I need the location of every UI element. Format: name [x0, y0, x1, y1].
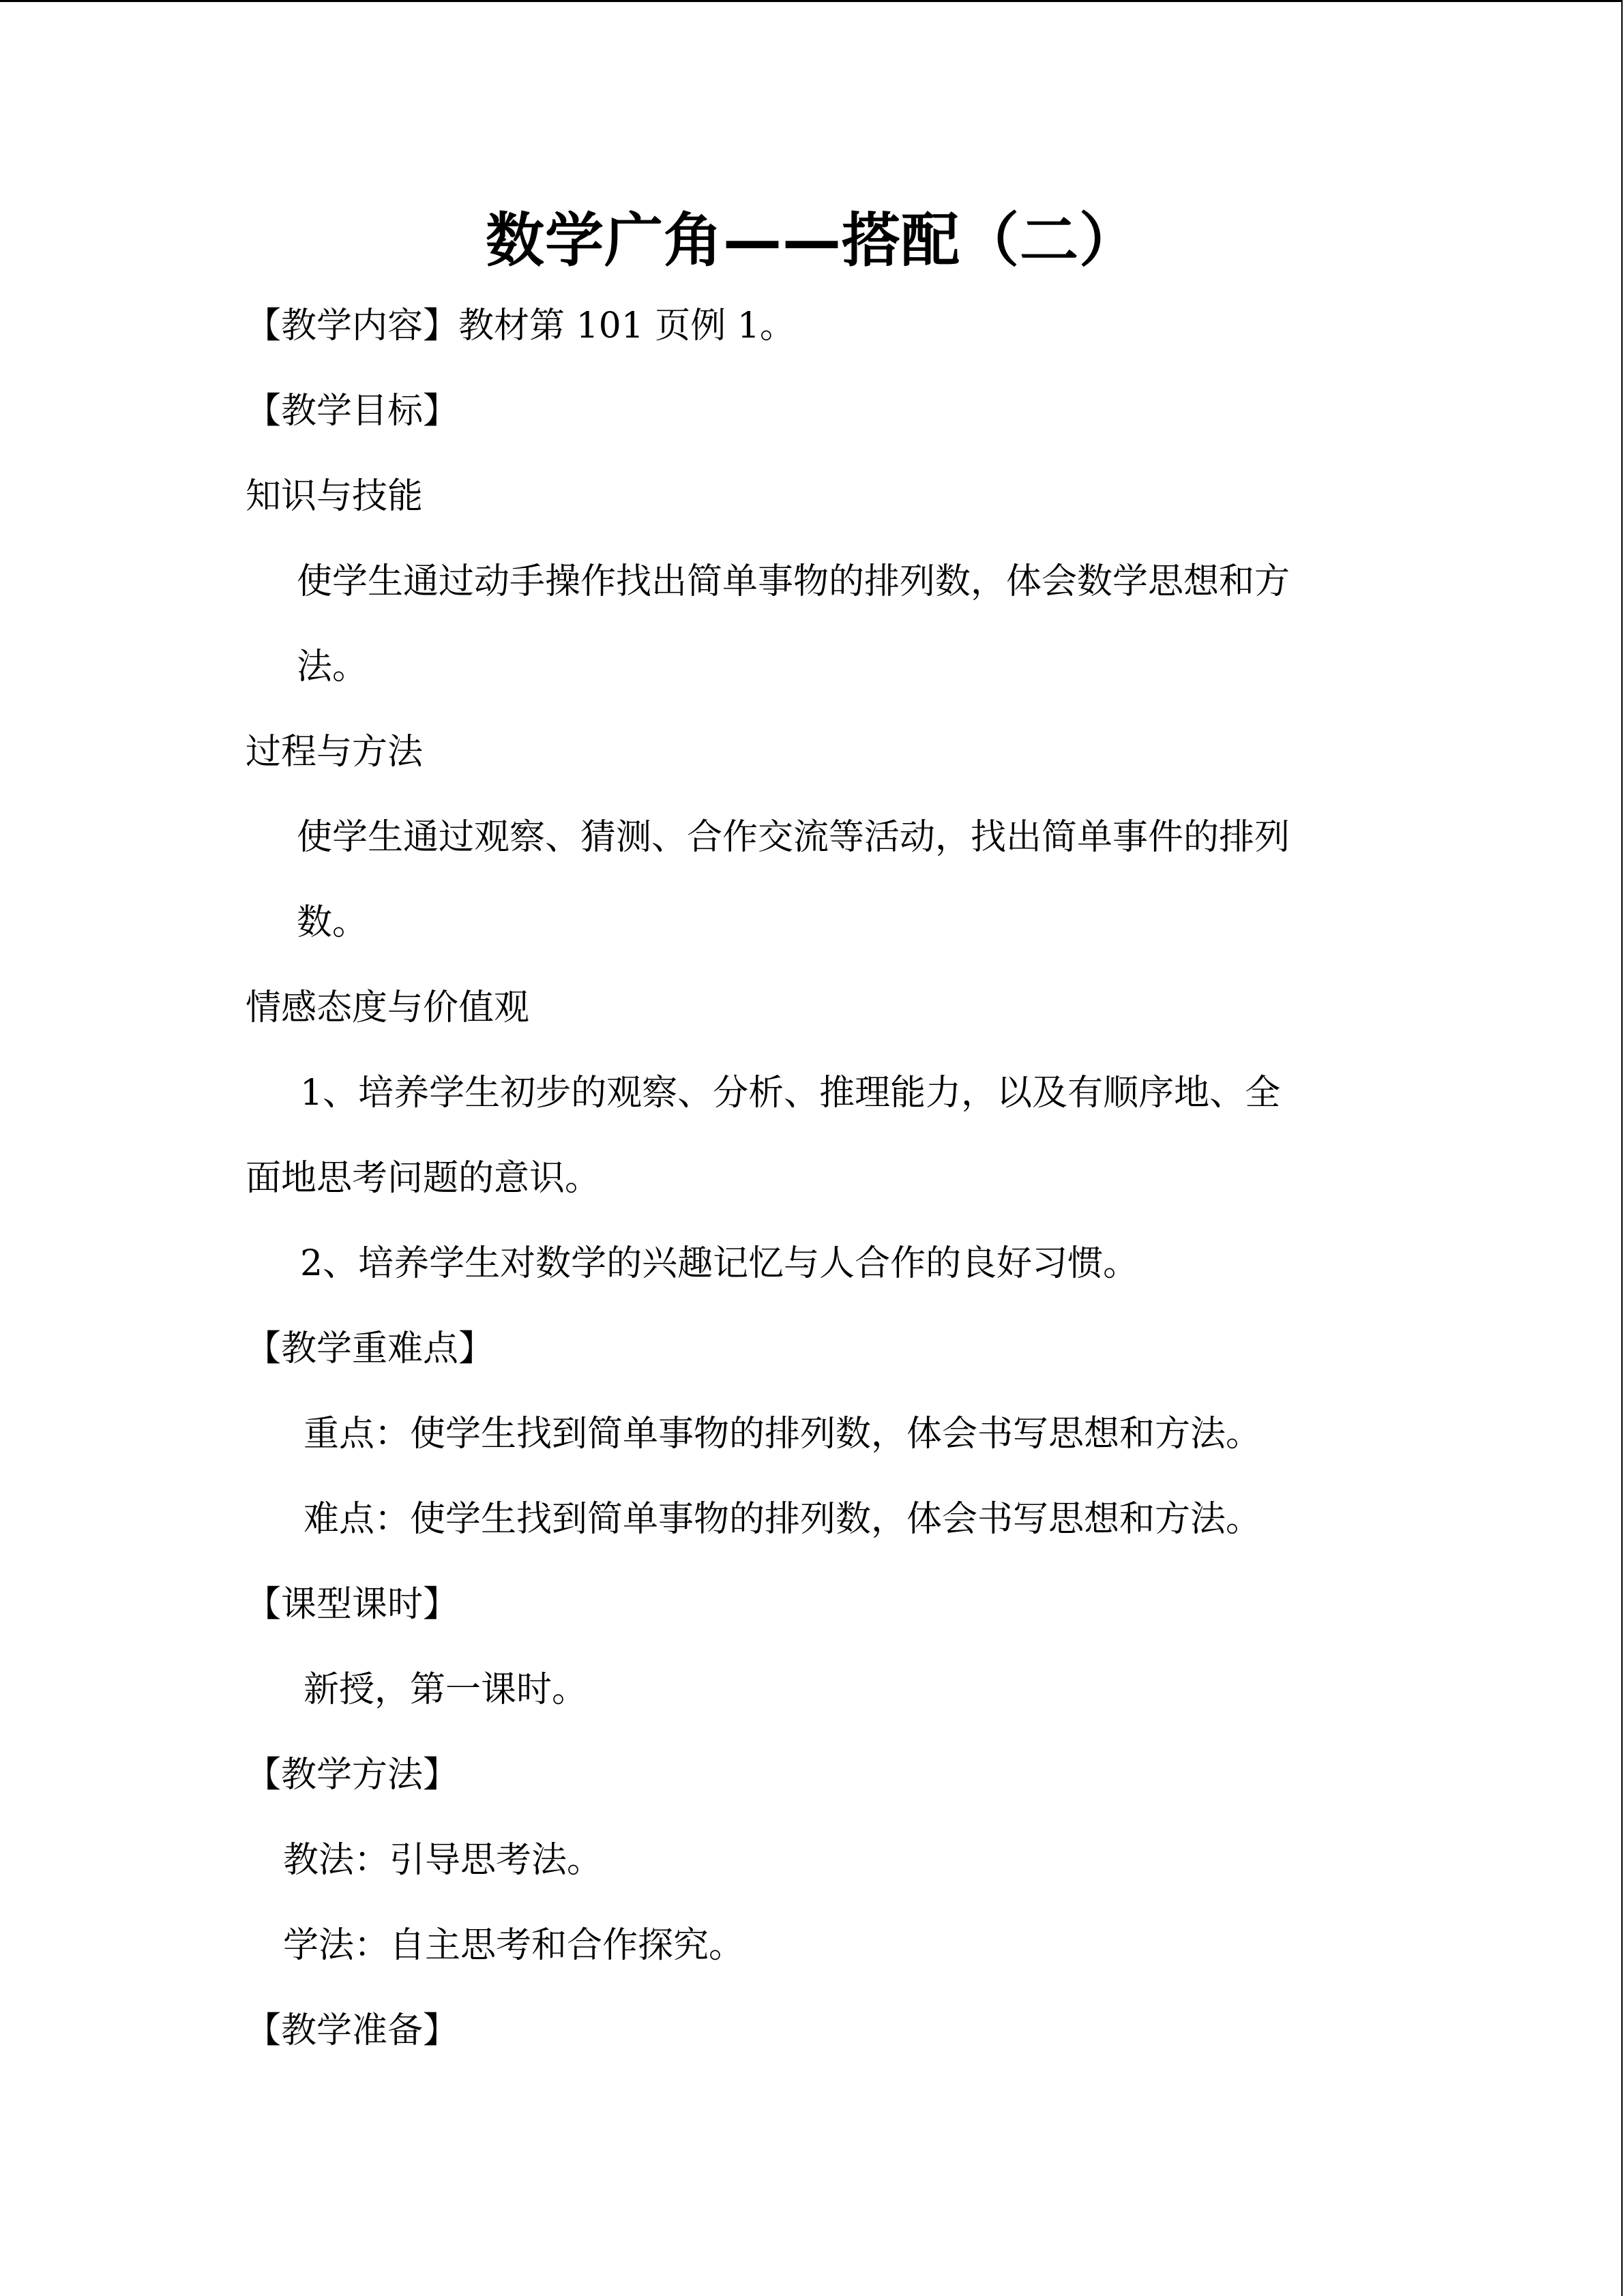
- teaching-method-text: 教法：引导思考法。: [283, 1840, 603, 1881]
- teaching-content-line: 【教学内容】教材第 101 页例 1。: [246, 305, 795, 346]
- difficult-point-text: 难点：使学生找到简单事物的排列数，体会书写思想和方法。: [304, 1499, 1262, 1540]
- knowledge-text-line-2: 法。: [297, 646, 368, 687]
- process-heading: 过程与方法: [246, 732, 424, 773]
- knowledge-heading: 知识与技能: [246, 476, 424, 517]
- process-text-line-2: 数。: [297, 902, 368, 943]
- methods-heading: 【教学方法】: [246, 1755, 459, 1795]
- emotion-item-2: 2、培养学生对数学的兴趣记忆与人合作的良好习惯。: [300, 1243, 1139, 1284]
- emotion-item-1-line-1: 1、培养学生初步的观察、分析、推理能力，以及有顺序地、全: [300, 1073, 1281, 1114]
- knowledge-text-line-1: 使学生通过动手操作找出简单事物的排列数，体会数学思想和方: [297, 561, 1290, 602]
- objectives-heading: 【教学目标】: [246, 391, 459, 432]
- learning-method-text: 学法：自主思考和合作探究。: [283, 1925, 745, 1966]
- key-point-text: 重点：使学生找到简单事物的排列数，体会书写思想和方法。: [304, 1414, 1262, 1455]
- emotion-heading: 情感态度与价值观: [246, 987, 530, 1028]
- key-points-heading: 【教学重难点】: [246, 1328, 494, 1369]
- lesson-type-text: 新授，第一课时。: [304, 1669, 588, 1710]
- process-text-line-1: 使学生通过观察、猜测、合作交流等活动，找出简单事件的排列: [297, 817, 1290, 858]
- emotion-item-1-line-2: 面地思考问题的意识。: [246, 1158, 601, 1199]
- lesson-type-heading: 【课型课时】: [246, 1584, 459, 1625]
- preparation-heading: 【教学准备】: [246, 2010, 459, 2051]
- document-title: 数学广角——搭配（二）: [486, 207, 1138, 275]
